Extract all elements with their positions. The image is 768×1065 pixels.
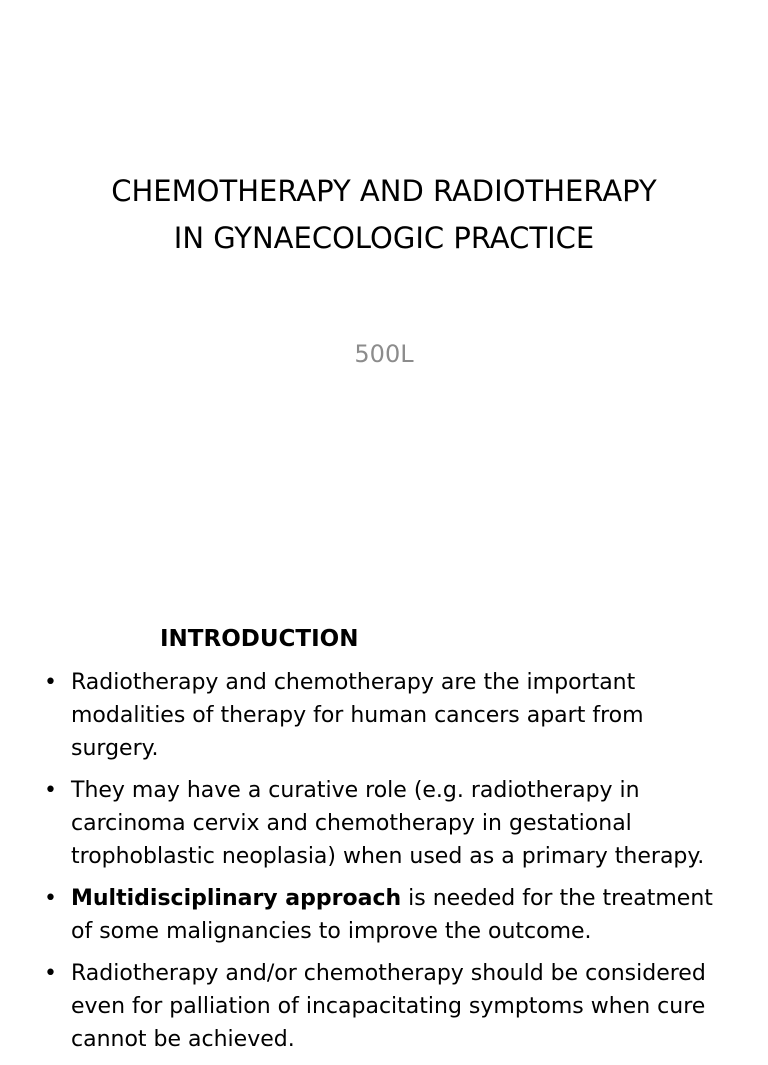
introduction-slide bbox=[0, 576, 768, 1052]
bullet-marker: • bbox=[44, 961, 57, 986]
bullet-item bbox=[0, 957, 768, 1056]
bullet-item bbox=[0, 774, 768, 873]
bullet-bold-text: Multidisciplinary approach bbox=[71, 886, 402, 911]
bullet-marker: • bbox=[44, 670, 57, 695]
bullet-text: is needed for the treatment of some malignancies to improve the outcome. bbox=[71, 886, 713, 944]
bullet-list bbox=[0, 666, 768, 1065]
bullet-marker: • bbox=[44, 778, 57, 803]
bullet-item bbox=[0, 882, 768, 948]
slide-subtitle: 500L bbox=[354, 340, 414, 368]
bullet-text: They may have a curative role (e.g. radiotherapy in carcinoma cervix and chemotherapy in gestational trophoblastic neoplasia) when used as a primary therapy. bbox=[71, 778, 705, 869]
slide-title-line-2: IN GYNAECOLOGIC PRACTICE bbox=[173, 221, 595, 255]
bullet-marker: • bbox=[44, 886, 57, 911]
bullet-text: Radiotherapy and/or chemotherapy should be considered even for palliation of incapacitating symptoms when cure cannot be achieved. bbox=[71, 961, 706, 1052]
bullet-text: Radiotherapy and chemotherapy are the important modalities of therapy for human cancers apart from surgery. bbox=[71, 670, 644, 761]
slide-title bbox=[40, 168, 728, 262]
slide-heading: INTRODUCTION bbox=[160, 626, 359, 652]
slide-title-line-1: CHEMOTHERAPY AND RADIOTHERAPY bbox=[111, 174, 657, 208]
bullet-item bbox=[0, 666, 768, 765]
